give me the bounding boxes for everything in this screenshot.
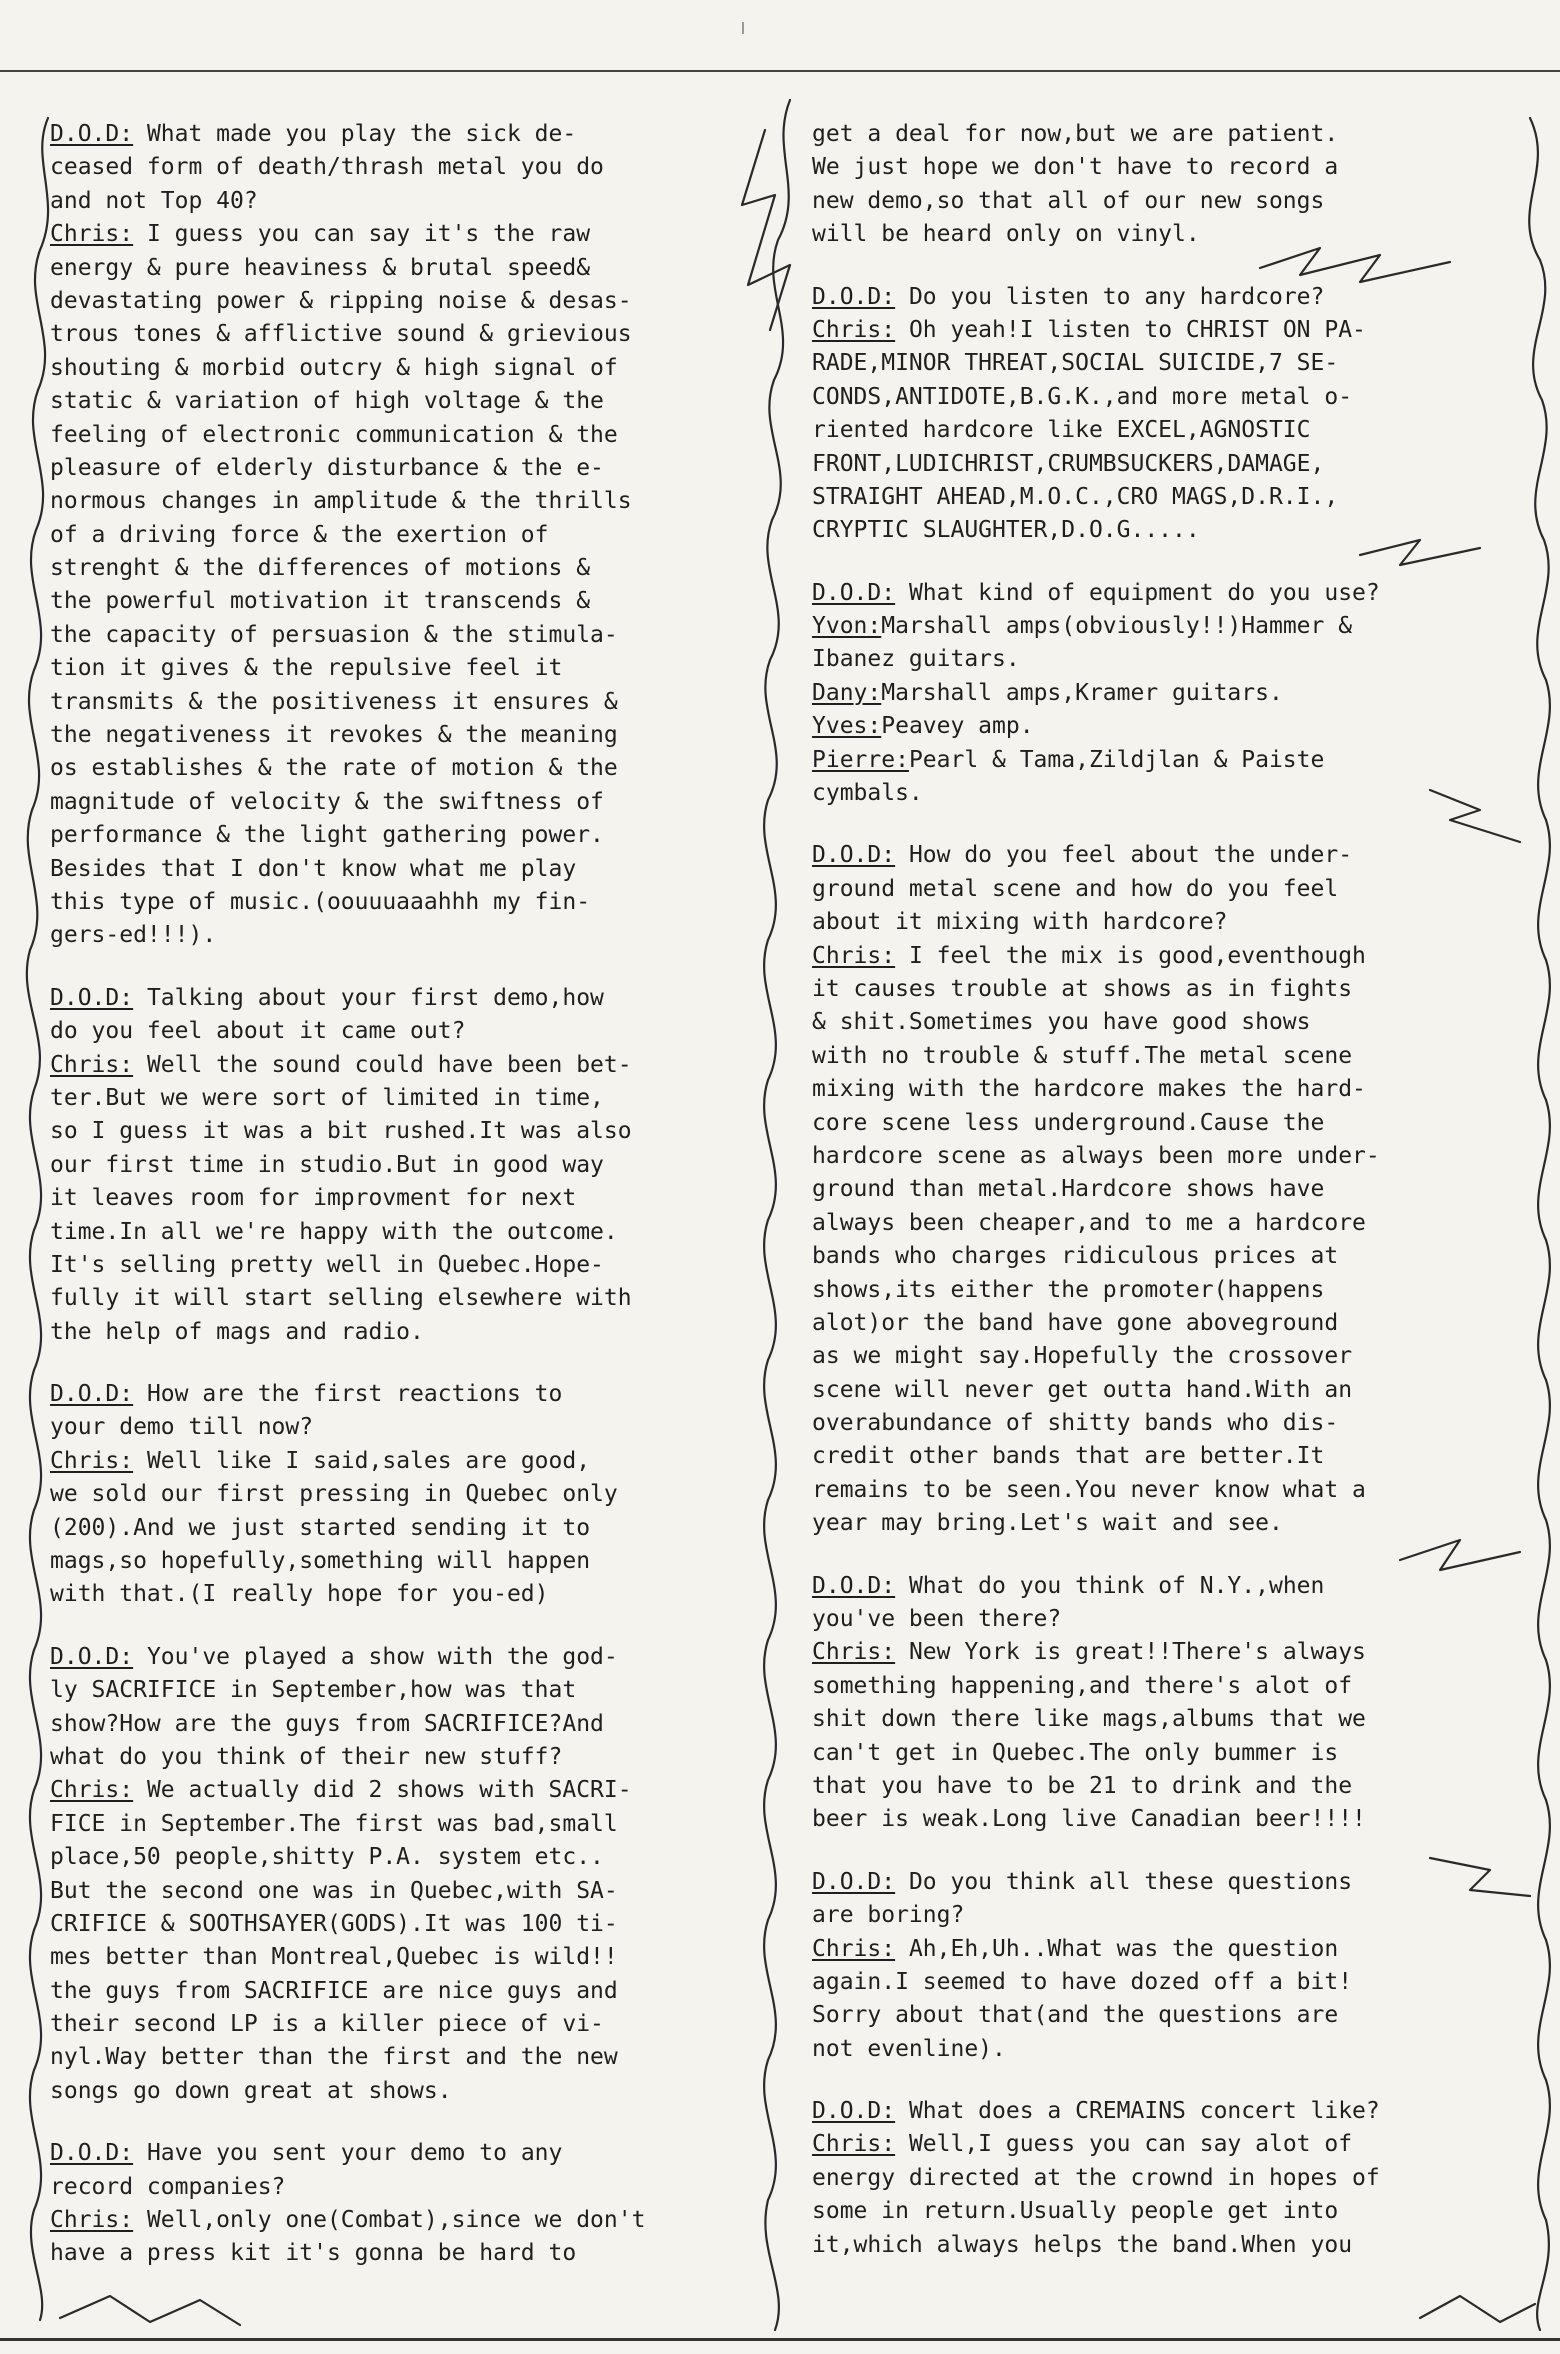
text-line: [812, 839, 1380, 872]
line-text: not evenline).: [812, 2035, 1006, 2062]
center-divider-scribble: [764, 100, 790, 2330]
text-line: [812, 1140, 1380, 1173]
line-text: it causes trouble at shows as in fights: [812, 975, 1353, 1002]
line-text: Well,only one(Combat),since we don't: [133, 2207, 646, 2234]
text-line: [50, 1411, 645, 1444]
text-line: [50, 1545, 645, 1578]
line-text: How are the first reactions to: [133, 1381, 563, 1408]
line-text: ter.But we were sort of limited in time,: [50, 1084, 604, 1111]
interview-block: [50, 2137, 645, 2271]
line-text: shouting & morbid outcry & high signal of: [50, 354, 618, 381]
speaker-label: D.O.D:: [50, 2140, 134, 2167]
speaker-label: D.O.D:: [50, 121, 134, 147]
text-line: [50, 585, 645, 618]
line-text: overabundance of shitty bands who dis-: [812, 1410, 1339, 1437]
text-line: [50, 1378, 645, 1411]
line-text: What made you play the sick de-: [133, 121, 577, 147]
line-text: so I guess it was a bit rushed.It was also: [50, 1118, 632, 1145]
speaker-label: Chris:: [50, 1777, 134, 1804]
text-line: [812, 744, 1380, 777]
line-text: FICE in September.The first was bad,small: [50, 1810, 618, 1837]
text-line: [812, 873, 1380, 906]
text-line: [812, 1340, 1380, 1373]
line-text: I feel the mix is good,eventhough: [895, 942, 1366, 969]
line-text: What does a CREMAINS concert like?: [895, 2098, 1380, 2125]
text-line: [812, 1999, 1380, 2032]
speaker-label: Chris:: [812, 1935, 896, 1962]
text-line: [812, 185, 1380, 218]
line-text: show?How are the guys from SACRIFICE?And: [50, 1710, 604, 1737]
text-line: [50, 719, 645, 752]
text-line: [50, 1249, 645, 1282]
line-text: Marshall amps,Kramer guitars.: [881, 679, 1283, 706]
line-text: mags,so hopefully,something will happen: [50, 1548, 591, 1575]
line-text: again.I seemed to have dozed off a bit!: [812, 1968, 1353, 1995]
text-line: [50, 1741, 645, 1774]
interview-block: [812, 2095, 1380, 2262]
line-text: the guys from SACRIFICE are nice guys and: [50, 1977, 618, 2004]
line-text: as we might say.Hopefully the crossover: [812, 1343, 1353, 1370]
text-line: [812, 1933, 1380, 1966]
text-line: [812, 577, 1380, 610]
text-line: [50, 452, 645, 485]
text-line: [50, 1049, 645, 1082]
text-line: [812, 481, 1380, 514]
text-line: [50, 2041, 645, 2074]
line-text: New York is great!!There's always: [895, 1639, 1366, 1666]
line-text: alot)or the band have gone aboveground: [812, 1309, 1339, 1336]
text-line: [50, 218, 645, 251]
text-line: [50, 151, 645, 184]
line-text: Marshall amps(obviously!!)Hammer &: [881, 613, 1353, 640]
line-text: it leaves room for improvment for next: [50, 1185, 577, 1212]
line-text: (200).And we just started sending it to: [50, 1514, 591, 1541]
line-text: performance & the light gathering power.: [50, 822, 604, 849]
line-text: Well like I said,sales are good,: [133, 1447, 591, 1474]
line-text: it,which always helps the band.When you: [812, 2231, 1353, 2258]
line-text: are boring?: [812, 1902, 965, 1929]
line-text: credit other bands that are better.It: [812, 1443, 1325, 1470]
text-line: [50, 1445, 645, 1478]
text-line: [50, 385, 645, 418]
text-line: [812, 1899, 1380, 1932]
text-line: [812, 1240, 1380, 1273]
speaker-label: Dany:: [812, 679, 882, 706]
line-text: the negativeness it revokes & the meaning: [50, 722, 618, 749]
text-line: [50, 1115, 645, 1148]
separator-scribble-5: [1430, 1858, 1530, 1896]
line-text: record companies?: [50, 2173, 286, 2200]
text-line: [812, 940, 1380, 973]
line-text: energy & pure heaviness & brutal speed&: [50, 254, 591, 281]
line-text: shit down there like mags,albums that we: [812, 1706, 1366, 1733]
text-line: [812, 281, 1380, 314]
text-line: [50, 552, 645, 585]
line-text: How do you feel about the under-: [895, 842, 1353, 869]
text-line: [812, 1966, 1380, 1999]
text-line: [812, 1440, 1380, 1473]
line-text: hardcore scene as always been more under-: [812, 1142, 1380, 1169]
text-line: [812, 2095, 1380, 2128]
line-text: the powerful motivation it transcends &: [50, 588, 591, 615]
line-text: nyl.Way better than the first and the new: [50, 2044, 618, 2071]
line-text: new demo,so that all of our new songs: [812, 187, 1325, 214]
line-text: some in return.Usually people get into: [812, 2198, 1339, 2225]
text-line: [50, 1941, 645, 1974]
text-line: [812, 643, 1380, 676]
line-text: songs go down great at shows.: [50, 2077, 452, 2104]
line-text: You've played a show with the god-: [133, 1643, 618, 1670]
speaker-label: Chris:: [812, 1639, 896, 1666]
text-line: [50, 1478, 645, 1511]
interview-block: [812, 1866, 1380, 2066]
line-text: that you have to be 21 to drink and the: [812, 1772, 1353, 1799]
text-line: [50, 1908, 645, 1941]
text-line: [812, 906, 1380, 939]
lightning-bolt-doodle: [742, 130, 790, 330]
speaker-label: D.O.D:: [812, 1572, 896, 1599]
speaker-label: Yves:: [812, 713, 882, 740]
line-text: & shit.Sometimes you have good shows: [812, 1009, 1311, 1036]
text-line: [812, 1737, 1380, 1770]
line-text: energy directed at the crownd in hopes of: [812, 2164, 1380, 2191]
line-text: We just hope we don't have to record a: [812, 154, 1339, 181]
text-line: [812, 514, 1380, 547]
line-text: strenght & the differences of motions &: [50, 555, 591, 582]
text-line: [812, 2033, 1380, 2066]
speaker-label: D.O.D:: [812, 2098, 896, 2125]
text-line: [812, 151, 1380, 184]
text-line: [812, 1570, 1380, 1603]
speaker-label: D.O.D:: [812, 1868, 896, 1895]
line-text: Do you listen to any hardcore?: [895, 283, 1325, 310]
text-line: [50, 519, 645, 552]
line-text: Well,I guess you can say alot of: [895, 2131, 1353, 2158]
line-text: fully it will start selling elsewhere with: [50, 1285, 632, 1312]
text-line: [812, 2128, 1380, 2161]
text-line: [50, 318, 645, 351]
line-text: It's selling pretty well in Quebec.Hope-: [50, 1251, 604, 1278]
line-text: their second LP is a killer piece of vi-: [50, 2011, 604, 2038]
speaker-label: D.O.D:: [50, 984, 134, 1011]
text-line: [812, 1207, 1380, 1240]
text-line: [50, 982, 645, 1015]
line-text: core scene less underground.Cause the: [812, 1109, 1325, 1136]
line-text: transmits & the positiveness it ensures &: [50, 688, 618, 715]
text-line: [812, 1474, 1380, 1507]
line-text: place,50 people,shitty P.A. system etc..: [50, 1844, 604, 1871]
line-text: always been cheaper,and to me a hardcore: [812, 1209, 1366, 1236]
text-line: [50, 786, 645, 819]
text-line: [812, 1636, 1380, 1669]
right-scribble-border: [1529, 118, 1550, 2330]
line-text: Peavey amp.: [881, 713, 1034, 740]
line-text: this type of music.(oouuuaaahhh my fin-: [50, 888, 591, 915]
line-text: will be heard only on vinyl.: [812, 221, 1200, 248]
text-line: [50, 285, 645, 318]
line-text: What kind of equipment do you use?: [895, 579, 1380, 606]
text-line: [50, 1182, 645, 1215]
line-text: the help of mags and radio.: [50, 1318, 424, 1345]
text-line: [812, 1040, 1380, 1073]
text-line: [50, 1841, 645, 1874]
text-line: [50, 1641, 645, 1674]
text-line: [812, 314, 1380, 347]
separator-scribble-4: [1400, 1540, 1520, 1570]
line-text: Ah,Eh,Uh..What was the question: [895, 1935, 1339, 1962]
text-line: [50, 118, 645, 151]
text-line: [812, 1603, 1380, 1636]
speaker-label: Pierre:: [812, 746, 909, 773]
line-text: we sold our first pressing in Quebec only: [50, 1481, 618, 1508]
text-line: [812, 1073, 1380, 1106]
line-text: Oh yeah!I listen to CHRIST ON PA-: [895, 316, 1366, 343]
speaker-label: Chris:: [812, 316, 896, 343]
text-line: [812, 448, 1380, 481]
interview-block: [50, 982, 645, 1349]
text-line: [50, 2008, 645, 2041]
line-text: feeling of electronic communication & the: [50, 421, 618, 448]
text-line: [812, 1866, 1380, 1899]
text-line: [50, 919, 645, 952]
text-line: [812, 677, 1380, 710]
left-column: [50, 118, 645, 2300]
left-scribble-border: [27, 118, 48, 2320]
line-text: Ibanez guitars.: [812, 646, 1020, 673]
text-line: [812, 1703, 1380, 1736]
text-line: [812, 1307, 1380, 1340]
interview-block: [812, 281, 1380, 548]
text-line: [50, 886, 645, 919]
speaker-label: Chris:: [50, 1051, 134, 1078]
text-line: [812, 1274, 1380, 1307]
speaker-label: Chris:: [50, 221, 134, 248]
interview-block: [50, 1641, 645, 2108]
line-text: with that.(I really hope for you-ed): [50, 1581, 549, 1608]
line-text: I guess you can say it's the raw: [133, 221, 591, 248]
line-text: normous changes in amplitude & the thrills: [50, 488, 632, 515]
text-line: [50, 2171, 645, 2204]
line-text: remains to be seen.You never know what a: [812, 1476, 1366, 1503]
text-line: [812, 1407, 1380, 1440]
text-line: [812, 610, 1380, 643]
text-line: [812, 777, 1380, 810]
speaker-label: Yvon:: [812, 613, 882, 640]
text-line: [50, 185, 645, 218]
line-text: CRIFICE & SOOTHSAYER(GODS).It was 100 ti-: [50, 1910, 618, 1937]
line-text: you've been there?: [812, 1606, 1062, 1633]
text-line: [812, 381, 1380, 414]
line-text: What do you think of N.Y.,when: [895, 1572, 1325, 1599]
text-line: [812, 347, 1380, 380]
text-line: [50, 1774, 645, 1807]
line-text: with no trouble & stuff.The metal scene: [812, 1042, 1353, 1069]
text-line: [812, 1173, 1380, 1206]
line-text: gers-ed!!!).: [50, 922, 217, 949]
speaker-label: D.O.D:: [812, 579, 896, 606]
line-text: and not Top 40?: [50, 187, 258, 214]
line-text: STRAIGHT AHEAD,M.O.C.,CRO MAGS,D.R.I.,: [812, 483, 1339, 510]
text-line: [812, 1374, 1380, 1407]
text-line: [50, 1674, 645, 1707]
line-text: the capacity of persuasion & the stimula-: [50, 621, 618, 648]
line-text: have a press kit it's gonna be hard to: [50, 2240, 577, 2267]
text-line: [50, 1975, 645, 2008]
speaker-label: D.O.D:: [50, 1381, 134, 1408]
text-line: [812, 2162, 1380, 2195]
line-text: ground metal scene and how do you feel: [812, 875, 1339, 902]
text-line: [812, 1670, 1380, 1703]
text-line: [50, 1082, 645, 1115]
text-line: [50, 819, 645, 852]
separator-scribble-3: [1430, 790, 1520, 842]
speaker-label: Chris:: [812, 942, 896, 969]
line-text: beer is weak.Long live Canadian beer!!!!: [812, 1806, 1366, 1833]
bottom-scribble-right: [1420, 2296, 1535, 2322]
text-line: [50, 1282, 645, 1315]
line-text: of a driving force & the exertion of: [50, 521, 549, 548]
line-text: pleasure of elderly disturbance & the e-: [50, 454, 604, 481]
line-text: RADE,MINOR THREAT,SOCIAL SUICIDE,7 SE-: [812, 350, 1339, 377]
line-text: about it mixing with hardcore?: [812, 909, 1228, 936]
line-text: magnitude of velocity & the swiftness of: [50, 788, 604, 815]
line-text: what do you think of their new stuff?: [50, 1743, 563, 1770]
line-text: tion it gives & the repulsive feel it: [50, 655, 563, 682]
line-text: Pearl & Tama,Zildjlan & Paiste: [908, 746, 1325, 773]
text-line: [50, 2137, 645, 2170]
line-text: riented hardcore like EXCEL,AGNOSTIC: [812, 417, 1311, 444]
text-line: [50, 485, 645, 518]
text-line: [812, 1006, 1380, 1039]
line-text: Talking about your first demo,how: [133, 984, 604, 1011]
line-text: something happening,and there's alot of: [812, 1672, 1353, 1699]
interview-block: [50, 118, 645, 953]
line-text: ceased form of death/thrash metal you do: [50, 154, 604, 181]
text-line: [50, 619, 645, 652]
bottom-scribble-left: [60, 2296, 240, 2325]
line-text: scene will never get outta hand.With an: [812, 1376, 1353, 1403]
text-line: [50, 686, 645, 719]
text-line: [812, 2229, 1380, 2262]
line-text: do you feel about it came out?: [50, 1018, 466, 1045]
line-text: CONDS,ANTIDOTE,B.G.K.,and more metal o-: [812, 383, 1353, 410]
text-line: [812, 1507, 1380, 1540]
line-text: We actually did 2 shows with SACRI-: [133, 1777, 632, 1804]
text-line: [50, 1216, 645, 1249]
line-text: mixing with the hardcore makes the hard-: [812, 1076, 1366, 1103]
line-text: trous tones & afflictive sound & grievious: [50, 321, 632, 348]
line-text: ly SACRIFICE in September,how was that: [50, 1677, 577, 1704]
text-line: [50, 1015, 645, 1048]
text-line: [812, 973, 1380, 1006]
text-line: [812, 710, 1380, 743]
speaker-label: D.O.D:: [812, 283, 896, 310]
text-line: [812, 118, 1380, 151]
line-text: Well the sound could have been bet-: [133, 1051, 632, 1078]
top-rule: [0, 70, 1560, 72]
line-text: cymbals.: [812, 780, 923, 807]
text-line: [50, 1875, 645, 1908]
text-line: [812, 414, 1380, 447]
interview-block: [812, 577, 1380, 811]
bottom-rule: [0, 2338, 1560, 2341]
text-line: [50, 1512, 645, 1545]
speaker-label: D.O.D:: [50, 1643, 134, 1670]
line-text: static & variation of high voltage & the: [50, 388, 604, 415]
text-line: [812, 1107, 1380, 1140]
line-text: shows,its either the promoter(happens: [812, 1276, 1325, 1303]
text-line: [50, 2237, 645, 2270]
line-text: Sorry about that(and the questions are: [812, 2002, 1339, 2029]
text-line: [812, 1770, 1380, 1803]
text-line: [50, 2204, 645, 2237]
text-line: [50, 2075, 645, 2108]
line-text: Do you think all these questions: [895, 1868, 1353, 1895]
line-text: your demo till now?: [50, 1414, 314, 1441]
text-line: [50, 652, 645, 685]
line-text: our first time in studio.But in good way: [50, 1151, 604, 1178]
text-line: [50, 352, 645, 385]
text-line: [812, 2195, 1380, 2228]
line-text: ground than metal.Hardcore shows have: [812, 1176, 1325, 1203]
interview-block: [812, 1570, 1380, 1837]
line-text: can't get in Quebec.The only bummer is: [812, 1739, 1339, 1766]
text-line: [50, 1708, 645, 1741]
speaker-label: Chris:: [50, 2207, 134, 2234]
text-line: [50, 1316, 645, 1349]
text-line: [50, 252, 645, 285]
text-line: [812, 1803, 1380, 1836]
text-line: [50, 752, 645, 785]
page-edge-mark: [742, 22, 744, 34]
right-column: [812, 118, 1380, 2291]
speaker-label: Chris:: [812, 2131, 896, 2158]
line-text: devastating power & ripping noise & desas-: [50, 287, 632, 314]
text-line: [50, 1149, 645, 1182]
line-text: bands who charges ridiculous prices at: [812, 1243, 1339, 1270]
line-text: mes better than Montreal,Quebec is wild!!: [50, 1944, 618, 1971]
speaker-label: Chris:: [50, 1447, 134, 1474]
interview-block: [812, 118, 1380, 252]
line-text: time.In all we're happy with the outcome.: [50, 1218, 618, 1245]
speaker-label: D.O.D:: [812, 842, 896, 869]
line-text: FRONT,LUDICHRIST,CRUMBSUCKERS,DAMAGE,: [812, 450, 1325, 477]
text-line: [50, 853, 645, 886]
text-line: [50, 419, 645, 452]
line-text: CRYPTIC SLAUGHTER,D.O.G.....: [812, 517, 1200, 544]
interview-block: [50, 1378, 645, 1612]
line-text: Besides that I don't know what me play: [50, 855, 577, 882]
line-text: Have you sent your demo to any: [133, 2140, 563, 2167]
text-line: [50, 1578, 645, 1611]
line-text: get a deal for now,but we are patient.: [812, 121, 1339, 147]
line-text: But the second one was in Quebec,with SA-: [50, 1877, 618, 1904]
interview-block: [812, 839, 1380, 1540]
text-line: [812, 218, 1380, 251]
line-text: os establishes & the rate of motion & the: [50, 755, 618, 782]
text-line: [50, 1808, 645, 1841]
line-text: year may bring.Let's wait and see.: [812, 1510, 1283, 1537]
